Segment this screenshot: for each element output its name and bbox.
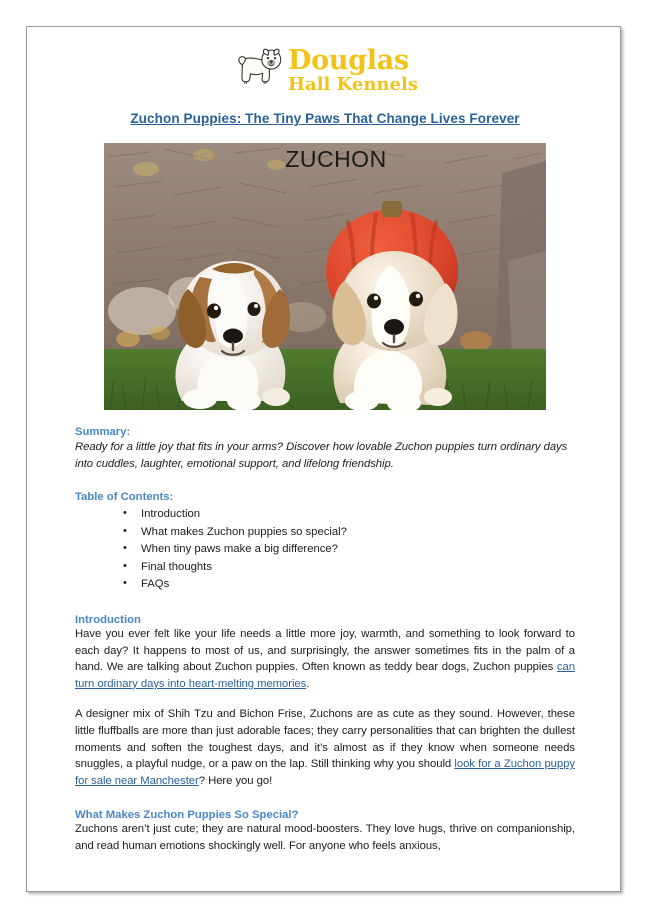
hero-image-wrap (75, 143, 575, 410)
paragraph-intro-2 (75, 706, 575, 789)
paragraph-special-1 (75, 821, 575, 854)
summary-text: Ready for a little joy that fits in your arms? Discover how lovable Zuchon puppies turn ordinary days into cuddles, laughter, emotional support, and lifelong friendship. (75, 441, 568, 470)
summary-heading: Summary: (75, 426, 131, 438)
paragraph-intro-1-text-after: . (306, 677, 310, 690)
toc-item-tiny-paws[interactable]: • When tiny paws make a big difference? (123, 541, 575, 559)
paragraph-intro-2-text-after: ? Here you go! (198, 774, 273, 787)
link-heart-melting-memories[interactable]: can turn ordinary days into heart-melting memories (75, 661, 575, 690)
toc-item-final-thoughts[interactable]: • Final thoughts (123, 559, 575, 577)
document-content (75, 35, 575, 854)
paragraph-special-1-text: Zuchons aren’t just cute; they are natural mood-boosters. They love hugs, thrive on companionship, and read human emotions shockingly well. For anyone who feels anxious, (75, 823, 575, 852)
toc-heading: Table of Contents: (75, 491, 174, 504)
page-title: Zuchon Puppies: The Tiny Paws That Change Lives Forever (130, 111, 520, 126)
hero-image (104, 143, 546, 410)
toc-item-what-makes-special[interactable]: • What makes Zuchon puppies so special? (123, 524, 575, 542)
pug-dog-logo-icon (232, 44, 284, 96)
section-heading-what-makes-special: What Makes Zuchon Puppies So Special? (75, 809, 299, 822)
brand-name-line1: Douglas (288, 44, 409, 76)
section-heading-introduction: Introduction (75, 613, 141, 626)
brand-wordmark (288, 44, 418, 95)
brand-name-line2: Hall Kennels (288, 73, 418, 95)
paragraph-intro-1-text-before: Have you ever felt like your life needs a little more joy, warmth, and something to look forward to each day? It happens to most of us, and surprisingly, the answer sometimes fits in the palm of a hand. We are talking about Zuchon puppies. Often known as teddy bear dogs, Zuchon puppies (75, 627, 575, 674)
document-page (26, 26, 621, 892)
toc-item-faqs[interactable]: • FAQs (123, 576, 575, 594)
hero-caption: ZUCHON (285, 146, 387, 172)
brand-header (75, 39, 575, 101)
paragraph-intro-1 (75, 626, 575, 692)
paragraph-intro-2-text-before: A designer mix of Shih Tzu and Bichon Frise, Zuchons are as cute as they sound. However, these little fluffballs are more than just adorable faces; they carry personalities that can brighten the dullest moments and soften the toughest days, and it’s almost as if they know when someone needs snuggles, a playful nudge, or a paw on the lap. Still thinking why you should (75, 708, 575, 771)
link-zuchon-puppy-for-sale-manchester[interactable]: look for a Zuchon puppy for sale near Manchester (75, 758, 575, 787)
toc-item-introduction[interactable]: • Introduction (123, 506, 575, 524)
toc-list (75, 506, 575, 594)
